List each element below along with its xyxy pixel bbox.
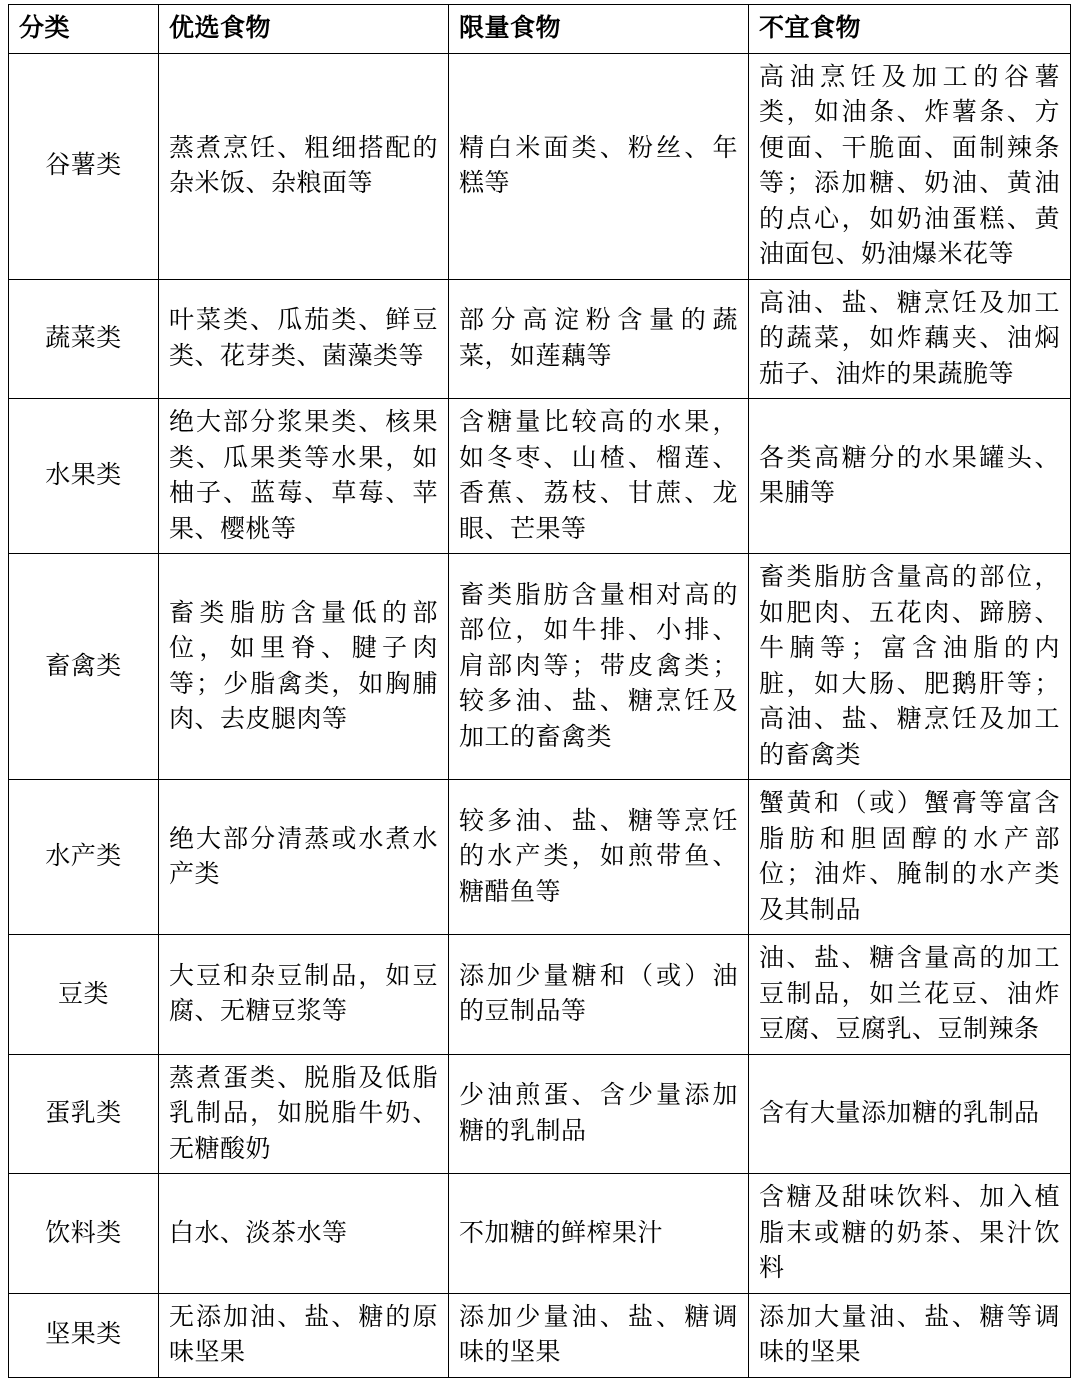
- cell-text: 不加糖的鲜榨果汁: [459, 1219, 664, 1247]
- cell-text: 高油烹饪及加工的谷薯类，如油条、炸薯条、方便面、干脆面、面制辣条等；添加糖、奶油、黄油的点心，如奶油蛋糕、黄油面包、奶油爆米花等: [759, 63, 1060, 268]
- column-header-limited: 限量食物: [449, 5, 749, 54]
- cell-preferred: [159, 554, 449, 780]
- table-row: [9, 399, 1071, 554]
- cell-avoid: [749, 53, 1071, 279]
- cell-text: 豆类: [57, 980, 109, 1008]
- cell-category: [9, 1174, 159, 1294]
- cell-text: 畜类脂肪含量相对高的部位，如牛排、小排、肩部肉等；带皮禽类；较多油、盐、糖烹饪及加工的畜禽类: [459, 581, 738, 751]
- cell-text: 含糖量比较高的水果，如冬枣、山楂、榴莲、香蕉、荔枝、甘蔗、龙眼、芒果等: [459, 409, 738, 543]
- cell-text: 蒸煮蛋类、脱脂及低脂乳制品，如脱脂牛奶、无糖酸奶: [169, 1064, 438, 1163]
- cell-category: [9, 1054, 159, 1174]
- cell-limited: [449, 780, 749, 935]
- cell-text: 坚果类: [45, 1321, 122, 1349]
- cell-text: 较多油、盐、糖等烹饪的水产类，如煎带鱼、糖醋鱼等: [459, 807, 738, 906]
- cell-text: 精白米面类、粉丝、年糕等: [459, 134, 738, 197]
- column-header-category: 分类: [9, 5, 159, 54]
- cell-category: [9, 554, 159, 780]
- cell-avoid: [749, 1054, 1071, 1174]
- cell-text: 添加少量油、盐、糖调味的坚果: [459, 1303, 738, 1366]
- cell-text: 蟹黄和（或）蟹膏等富含脂肪和胆固醇的水产部位；油炸、腌制的水产类及其制品: [759, 790, 1060, 924]
- cell-text: 含有大量添加糖的乳制品: [759, 1100, 1040, 1127]
- cell-text: 各类高糖分的水果罐头、果脯等: [759, 444, 1060, 507]
- cell-preferred: [159, 279, 449, 399]
- cell-text: 添加大量油、盐、糖等调味的坚果: [759, 1303, 1060, 1366]
- cell-limited: [449, 554, 749, 780]
- cell-text: 少油煎蛋、含少量添加糖的乳制品: [459, 1082, 738, 1145]
- table-row: [9, 1174, 1071, 1294]
- cell-text: 无添加油、盐、糖的原味坚果: [169, 1303, 438, 1366]
- cell-text: 畜类脂肪含量高的部位，如肥肉、五花肉、蹄膀、牛腩等；富含油脂的内脏，如大肠、肥鹅肝等；高油、盐、糖烹饪及加工的畜禽类: [759, 564, 1060, 769]
- table-row: [9, 279, 1071, 399]
- cell-preferred: [159, 780, 449, 935]
- cell-text: 饮料类: [45, 1219, 122, 1247]
- cell-text: 绝大部分清蒸或水煮水产类: [169, 825, 438, 888]
- table-header: [9, 5, 1071, 54]
- cell-preferred: [159, 53, 449, 279]
- cell-limited: [449, 279, 749, 399]
- food-classification-table: [8, 4, 1071, 1378]
- column-header-avoid: 不宜食物: [749, 5, 1071, 54]
- cell-category: [9, 399, 159, 554]
- cell-avoid: [749, 554, 1071, 780]
- cell-text: 大豆和杂豆制品，如豆腐、无糖豆浆等: [169, 962, 438, 1026]
- cell-limited: [449, 935, 749, 1055]
- cell-text: 水产类: [45, 843, 122, 871]
- cell-text: 绝大部分浆果类、核果类、瓜果类等水果，如柚子、蓝莓、草莓、苹果、樱桃等: [169, 409, 438, 543]
- cell-text: 蒸煮烹饪、粗细搭配的杂米饭、杂粮面等: [169, 134, 438, 197]
- cell-preferred: [159, 1174, 449, 1294]
- table-row: [9, 780, 1071, 935]
- cell-preferred: [159, 1054, 449, 1174]
- cell-text: 叶菜类、瓜茄类、鲜豆类、花芽类、菌藻类等: [169, 307, 438, 370]
- cell-text: 高油、盐、糖烹饪及加工的蔬菜，如炸藕夹、油焖茄子、油炸的果蔬脆等: [759, 289, 1060, 388]
- cell-text: 白水、淡茶水等: [169, 1219, 348, 1247]
- cell-limited: [449, 1174, 749, 1294]
- cell-limited: [449, 53, 749, 279]
- table-row: [9, 53, 1071, 279]
- table-row: [9, 935, 1071, 1055]
- cell-limited: [449, 1054, 749, 1174]
- cell-text: 畜类脂肪含量低的部位，如里脊、腱子肉等；少脂禽类，如胸脯肉、去皮腿肉等: [169, 599, 438, 733]
- cell-text: 水果类: [45, 462, 122, 490]
- cell-avoid: [749, 279, 1071, 399]
- cell-text: 谷薯类: [45, 152, 122, 180]
- cell-text: 畜禽类: [45, 652, 122, 680]
- cell-text: 蔬菜类: [45, 325, 122, 352]
- cell-category: [9, 279, 159, 399]
- cell-text: 含糖及甜味饮料、加入植脂末或糖的奶茶、果汁饮料: [759, 1184, 1060, 1282]
- table-row: [9, 554, 1071, 780]
- table-body: [9, 53, 1071, 1377]
- cell-avoid: [749, 935, 1071, 1055]
- cell-avoid: [749, 780, 1071, 935]
- cell-text: 部分高淀粉含量的蔬菜，如莲藕等: [459, 307, 738, 370]
- table-header-row: [9, 5, 1071, 54]
- cell-avoid: [749, 1174, 1071, 1294]
- column-header-preferred: 优选食物: [159, 5, 449, 54]
- cell-category: [9, 935, 159, 1055]
- cell-text: 油、盐、糖含量高的加工豆制品，如兰花豆、油炸豆腐、豆腐乳、豆制辣条: [759, 945, 1060, 1043]
- cell-text: 蛋乳类: [45, 1100, 122, 1127]
- cell-avoid: [749, 399, 1071, 554]
- cell-limited: [449, 399, 749, 554]
- cell-preferred: [159, 935, 449, 1055]
- cell-category: [9, 780, 159, 935]
- table-row: [9, 1054, 1071, 1174]
- cell-category: [9, 53, 159, 279]
- cell-preferred: [159, 399, 449, 554]
- cell-text: 添加少量糖和（或）油的豆制品等: [459, 962, 738, 1026]
